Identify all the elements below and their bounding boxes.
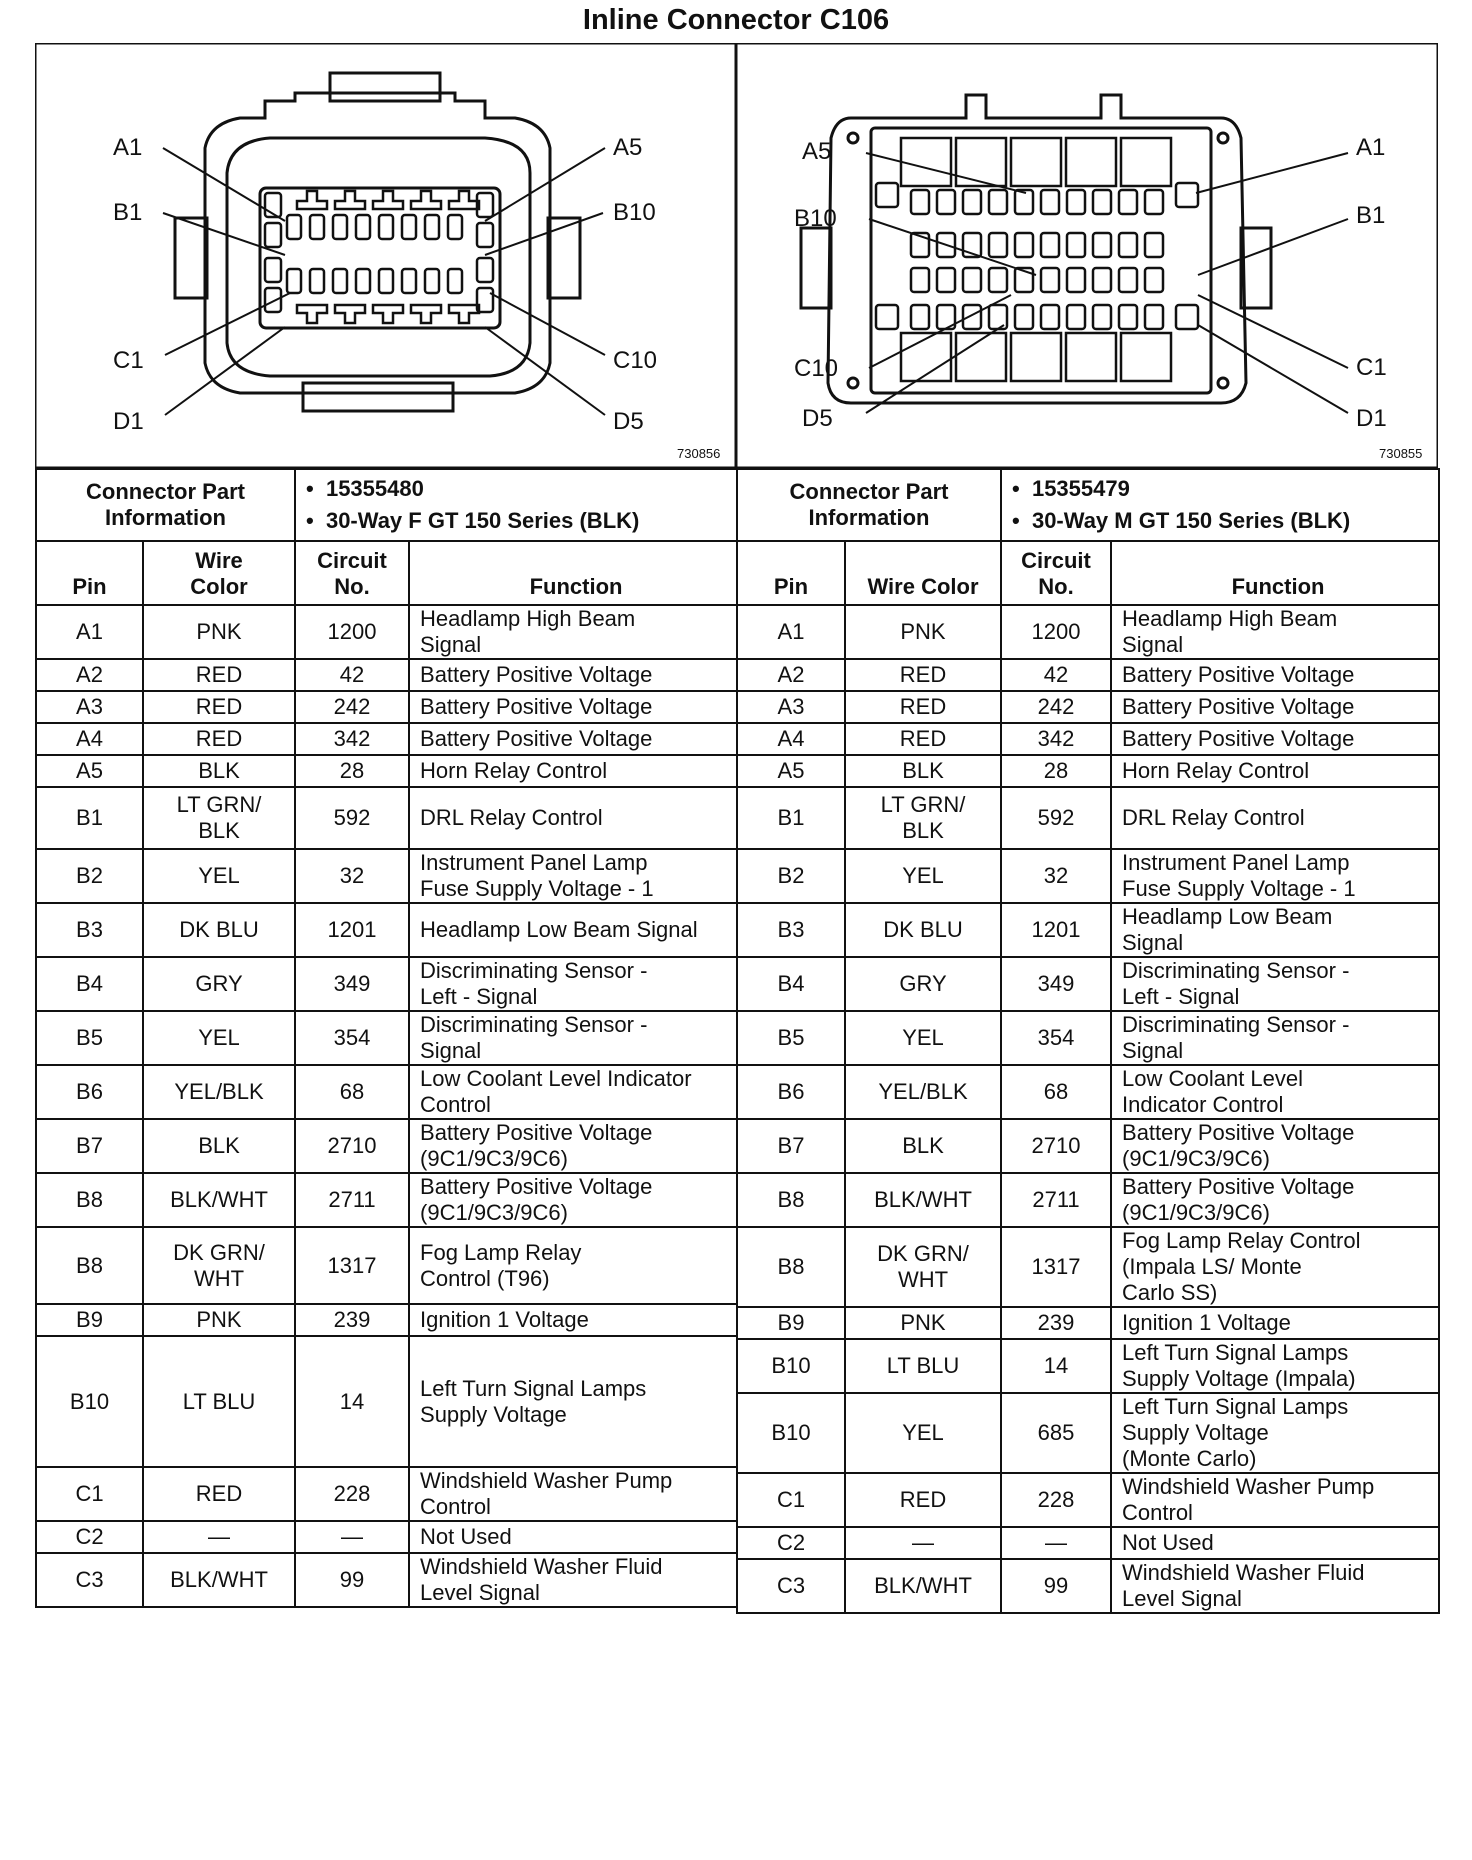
cell-function: Not Used <box>409 1521 737 1553</box>
cell-function: DRL Relay Control <box>409 787 737 849</box>
cell-pin: B9 <box>36 1304 143 1336</box>
cell-wire-color: YEL <box>845 849 1001 903</box>
cell-function: Fog Lamp Relay Control (Impala LS/ Monte Carlo SS) <box>1111 1227 1439 1307</box>
cell-function: Discriminating Sensor - Signal <box>409 1011 737 1065</box>
table-row <box>36 1011 737 1065</box>
cell-wire-color: RED <box>143 1467 295 1521</box>
cell-pin: B7 <box>36 1119 143 1173</box>
header-function: Function <box>409 541 737 605</box>
pin-label-c10: C10 <box>794 355 839 382</box>
table-row <box>737 605 1439 659</box>
cell-pin: B8 <box>36 1227 143 1304</box>
cell-function: Windshield Washer Fluid Level Signal <box>409 1553 737 1607</box>
info-label-line-2: Information <box>808 505 930 530</box>
cell-pin: A3 <box>737 691 845 723</box>
cell-function: Horn Relay Control <box>409 755 737 787</box>
pin-label-c1: C1 <box>113 347 144 374</box>
cell-circuit: 14 <box>295 1336 409 1467</box>
cell-circuit: 42 <box>295 659 409 691</box>
cell-wire-color: DK BLU <box>143 903 295 957</box>
cell-function: Battery Positive Voltage (9C1/9C3/9C6) <box>409 1173 737 1227</box>
table-row <box>737 691 1439 723</box>
cell-function: Battery Positive Voltage <box>1111 723 1439 755</box>
cell-wire-color: BLK <box>143 1119 295 1173</box>
cell-function: DRL Relay Control <box>1111 787 1439 849</box>
cell-function: Battery Positive Voltage <box>409 723 737 755</box>
cell-pin: B1 <box>737 787 845 849</box>
header-pin: Pin <box>737 541 845 605</box>
cell-function: Discriminating Sensor - Left - Signal <box>1111 957 1439 1011</box>
cell-circuit: 1317 <box>295 1227 409 1304</box>
pin-label-c1: C1 <box>1356 354 1387 381</box>
cell-function: Headlamp High Beam Signal <box>1111 605 1439 659</box>
cell-pin: A4 <box>737 723 845 755</box>
table-row <box>737 957 1439 1011</box>
connector-part-info-label <box>36 469 295 541</box>
cell-circuit: — <box>295 1521 409 1553</box>
pinout-table-female <box>35 468 738 1608</box>
cell-function: Low Coolant Level Indicator Control <box>409 1065 737 1119</box>
cell-wire-color: BLK/WHT <box>143 1173 295 1227</box>
cell-function: Headlamp Low Beam Signal <box>409 903 737 957</box>
pin-label-b1: B1 <box>113 199 143 226</box>
cell-pin: B4 <box>36 957 143 1011</box>
cell-wire-color: — <box>143 1521 295 1553</box>
cell-wire-color: PNK <box>143 1304 295 1336</box>
cell-pin: C1 <box>36 1467 143 1521</box>
cell-circuit: 28 <box>295 755 409 787</box>
pin-label-a1: A1 <box>113 134 143 161</box>
table-row <box>36 849 737 903</box>
cell-function: Instrument Panel Lamp Fuse Supply Voltage - 1 <box>409 849 737 903</box>
header-circuit-no: Circuit No. <box>295 541 409 605</box>
cell-circuit: 2710 <box>1001 1119 1111 1173</box>
cell-wire-color: PNK <box>143 605 295 659</box>
cell-pin: B3 <box>737 903 845 957</box>
table-row <box>737 1011 1439 1065</box>
cell-function: Battery Positive Voltage <box>1111 691 1439 723</box>
cell-wire-color: BLK/WHT <box>845 1173 1001 1227</box>
cell-wire-color: YEL <box>143 849 295 903</box>
cell-wire-color: RED <box>845 691 1001 723</box>
cell-circuit: 354 <box>1001 1011 1111 1065</box>
table-row <box>737 723 1439 755</box>
table-row <box>36 1304 737 1336</box>
cell-wire-color: RED <box>143 659 295 691</box>
cell-function: Battery Positive Voltage <box>409 659 737 691</box>
cell-function: Fog Lamp Relay Control (T96) <box>409 1227 737 1304</box>
pin-label-c10: C10 <box>613 347 658 374</box>
cell-pin: B2 <box>737 849 845 903</box>
header-wire-color: Wire Color <box>845 541 1001 605</box>
cell-pin: B2 <box>36 849 143 903</box>
table-row <box>36 755 737 787</box>
cell-pin: B4 <box>737 957 845 1011</box>
cell-circuit: 1200 <box>295 605 409 659</box>
table-row <box>36 1173 737 1227</box>
table-row <box>36 903 737 957</box>
table-row <box>36 787 737 849</box>
cell-wire-color: BLK/WHT <box>143 1553 295 1607</box>
table-row <box>737 659 1439 691</box>
cell-function: Windshield Washer Pump Control <box>409 1467 737 1521</box>
cell-wire-color: RED <box>143 723 295 755</box>
cell-circuit: 2711 <box>295 1173 409 1227</box>
cell-circuit: 592 <box>295 787 409 849</box>
cell-pin: B7 <box>737 1119 845 1173</box>
cell-function: Windshield Washer Fluid Level Signal <box>1111 1559 1439 1613</box>
cell-circuit: 342 <box>1001 723 1111 755</box>
cell-function: Battery Positive Voltage <box>409 691 737 723</box>
cell-pin: B5 <box>737 1011 845 1065</box>
cell-function: Discriminating Sensor - Left - Signal <box>409 957 737 1011</box>
cell-pin: A2 <box>737 659 845 691</box>
pin-label-d5: D5 <box>613 408 644 435</box>
cell-wire-color: YEL/BLK <box>143 1065 295 1119</box>
cell-wire-color: YEL <box>845 1011 1001 1065</box>
cell-pin: B10 <box>36 1336 143 1467</box>
cell-function: Battery Positive Voltage (9C1/9C3/9C6) <box>1111 1119 1439 1173</box>
cell-wire-color: DK GRN/ WHT <box>143 1227 295 1304</box>
cell-wire-color: LT BLU <box>845 1339 1001 1393</box>
cell-function: Horn Relay Control <box>1111 755 1439 787</box>
cell-pin: B8 <box>36 1173 143 1227</box>
cell-pin: C3 <box>737 1559 845 1613</box>
table-row <box>737 1307 1439 1339</box>
cell-circuit: 239 <box>295 1304 409 1336</box>
cell-circuit: 592 <box>1001 787 1111 849</box>
cell-circuit: 1200 <box>1001 605 1111 659</box>
table-row <box>737 755 1439 787</box>
cell-circuit: 2710 <box>295 1119 409 1173</box>
cell-pin: C2 <box>36 1521 143 1553</box>
cell-circuit: 1201 <box>295 903 409 957</box>
cell-wire-color: BLK <box>845 1119 1001 1173</box>
pin-label-b10: B10 <box>613 199 656 226</box>
cell-circuit: 2711 <box>1001 1173 1111 1227</box>
connector-diagram-female <box>35 43 736 468</box>
cell-wire-color: RED <box>845 723 1001 755</box>
table-row <box>737 1473 1439 1527</box>
cell-circuit: 32 <box>295 849 409 903</box>
cell-pin: C2 <box>737 1527 845 1559</box>
cell-circuit: 228 <box>1001 1473 1111 1527</box>
cell-wire-color: DK BLU <box>845 903 1001 957</box>
cell-pin: A3 <box>36 691 143 723</box>
cell-wire-color: BLK <box>845 755 1001 787</box>
table-row <box>737 787 1439 849</box>
cell-function: Ignition 1 Voltage <box>1111 1307 1439 1339</box>
pinout-table-male <box>736 468 1440 1614</box>
table-row <box>36 1119 737 1173</box>
connector-diagram-male <box>736 43 1438 468</box>
pin-label-d1: D1 <box>113 408 144 435</box>
cell-pin: B3 <box>36 903 143 957</box>
cell-circuit: 342 <box>295 723 409 755</box>
part-description: 30-Way M GT 150 Series (BLK) <box>1031 508 1351 533</box>
table-row <box>737 1527 1439 1559</box>
cell-function: Left Turn Signal Lamps Supply Voltage (Impala) <box>1111 1339 1439 1393</box>
cell-wire-color: BLK/WHT <box>845 1559 1001 1613</box>
figure-id: 730855 <box>1379 446 1423 461</box>
cell-pin: C1 <box>737 1473 845 1527</box>
pin-label-d1: D1 <box>1356 405 1387 432</box>
cell-pin: B6 <box>36 1065 143 1119</box>
header-wire-color: Wire Color <box>143 541 295 605</box>
cell-wire-color: DK GRN/ WHT <box>845 1227 1001 1307</box>
cell-wire-color: GRY <box>143 957 295 1011</box>
table-row <box>737 1559 1439 1613</box>
cell-circuit: 242 <box>295 691 409 723</box>
cell-circuit: 228 <box>295 1467 409 1521</box>
table-row <box>36 1336 737 1467</box>
cell-pin: A1 <box>36 605 143 659</box>
table-row <box>737 1339 1439 1393</box>
cell-circuit: 99 <box>295 1553 409 1607</box>
figure-id: 730856 <box>677 446 721 461</box>
cell-function: Low Coolant Level Indicator Control <box>1111 1065 1439 1119</box>
table-row <box>737 1227 1439 1307</box>
table-row <box>36 723 737 755</box>
cell-circuit: — <box>1001 1527 1111 1559</box>
cell-function: Not Used <box>1111 1527 1439 1559</box>
cell-wire-color: LT GRN/ BLK <box>143 787 295 849</box>
cell-wire-color: LT GRN/ BLK <box>845 787 1001 849</box>
cell-wire-color: PNK <box>845 605 1001 659</box>
cell-function: Battery Positive Voltage (9C1/9C3/9C6) <box>409 1119 737 1173</box>
cell-pin: A1 <box>737 605 845 659</box>
cell-pin: B8 <box>737 1227 845 1307</box>
part-number: 15355480 <box>325 476 424 501</box>
table-row <box>36 1467 737 1521</box>
cell-wire-color: YEL <box>845 1393 1001 1473</box>
part-number: 15355479 <box>1031 476 1130 501</box>
pin-label-d5: D5 <box>802 405 833 432</box>
cell-circuit: 242 <box>1001 691 1111 723</box>
cell-pin: B1 <box>36 787 143 849</box>
cell-circuit: 42 <box>1001 659 1111 691</box>
cell-pin: B10 <box>737 1393 845 1473</box>
cell-pin: B9 <box>737 1307 845 1339</box>
pin-label-b10: B10 <box>794 205 837 232</box>
cell-pin: B6 <box>737 1065 845 1119</box>
cell-function: Battery Positive Voltage (9C1/9C3/9C6) <box>1111 1173 1439 1227</box>
cell-circuit: 68 <box>295 1065 409 1119</box>
cell-circuit: 349 <box>1001 957 1111 1011</box>
table-row <box>737 903 1439 957</box>
table-row <box>36 1227 737 1304</box>
table-row <box>36 691 737 723</box>
cell-function: Ignition 1 Voltage <box>409 1304 737 1336</box>
cell-wire-color: YEL <box>143 1011 295 1065</box>
cell-function: Windshield Washer Pump Control <box>1111 1473 1439 1527</box>
table-row <box>36 1521 737 1553</box>
page-title: Inline Connector C106 <box>582 4 890 36</box>
table-row <box>737 1173 1439 1227</box>
cell-pin: A5 <box>737 755 845 787</box>
cell-wire-color: — <box>845 1527 1001 1559</box>
header-circuit-no: Circuit No. <box>1001 541 1111 605</box>
info-label-line-2: Information <box>105 505 226 530</box>
part-description: 30-Way F GT 150 Series (BLK) <box>325 508 640 533</box>
pin-label-b1: B1 <box>1356 202 1386 229</box>
cell-pin: A4 <box>36 723 143 755</box>
cell-circuit: 28 <box>1001 755 1111 787</box>
table-row <box>737 1065 1439 1119</box>
table-row <box>36 659 737 691</box>
pin-label-a5: A5 <box>613 134 643 161</box>
cell-pin: A2 <box>36 659 143 691</box>
table-row <box>36 605 737 659</box>
cell-wire-color: GRY <box>845 957 1001 1011</box>
cell-function: Headlamp Low Beam Signal <box>1111 903 1439 957</box>
header-function: Function <box>1111 541 1439 605</box>
cell-circuit: 14 <box>1001 1339 1111 1393</box>
info-label-line-1: Connector Part <box>86 479 245 504</box>
connector-part-info-values: • 15355479 • 30-Way M GT 150 Series (BLK) <box>1001 469 1439 541</box>
table-row <box>737 849 1439 903</box>
cell-pin: B8 <box>737 1173 845 1227</box>
cell-wire-color: RED <box>845 1473 1001 1527</box>
cell-circuit: 32 <box>1001 849 1111 903</box>
info-label-line-1: Connector Part <box>789 479 949 504</box>
cell-wire-color: PNK <box>845 1307 1001 1339</box>
cell-pin: C3 <box>36 1553 143 1607</box>
table-row <box>36 957 737 1011</box>
cell-pin: B5 <box>36 1011 143 1065</box>
connector-part-info-values: • 15355480 • 30-Way F GT 150 Series (BLK) <box>295 469 737 541</box>
cell-circuit: 68 <box>1001 1065 1111 1119</box>
cell-circuit: 1317 <box>1001 1227 1111 1307</box>
table-row <box>737 1393 1439 1473</box>
cell-pin: B10 <box>737 1339 845 1393</box>
cell-function: Discriminating Sensor - Signal <box>1111 1011 1439 1065</box>
cell-circuit: 99 <box>1001 1559 1111 1613</box>
connector-part-info-label <box>737 469 1001 541</box>
cell-function: Battery Positive Voltage <box>1111 659 1439 691</box>
header-pin: Pin <box>36 541 143 605</box>
pin-label-a5: A5 <box>802 138 832 165</box>
cell-pin: A5 <box>36 755 143 787</box>
cell-wire-color: BLK <box>143 755 295 787</box>
cell-function: Left Turn Signal Lamps Supply Voltage <box>409 1336 737 1467</box>
cell-function: Headlamp High Beam Signal <box>409 605 737 659</box>
cell-circuit: 349 <box>295 957 409 1011</box>
cell-wire-color: YEL/BLK <box>845 1065 1001 1119</box>
cell-wire-color: RED <box>845 659 1001 691</box>
table-row <box>36 1065 737 1119</box>
cell-function: Instrument Panel Lamp Fuse Supply Voltage - 1 <box>1111 849 1439 903</box>
cell-function: Left Turn Signal Lamps Supply Voltage (Monte Carlo) <box>1111 1393 1439 1473</box>
cell-wire-color: LT BLU <box>143 1336 295 1467</box>
cell-circuit: 1201 <box>1001 903 1111 957</box>
table-row <box>737 1119 1439 1173</box>
cell-circuit: 685 <box>1001 1393 1111 1473</box>
cell-circuit: 239 <box>1001 1307 1111 1339</box>
cell-circuit: 354 <box>295 1011 409 1065</box>
pin-label-a1: A1 <box>1356 134 1386 161</box>
table-row <box>36 1553 737 1607</box>
cell-wire-color: RED <box>143 691 295 723</box>
